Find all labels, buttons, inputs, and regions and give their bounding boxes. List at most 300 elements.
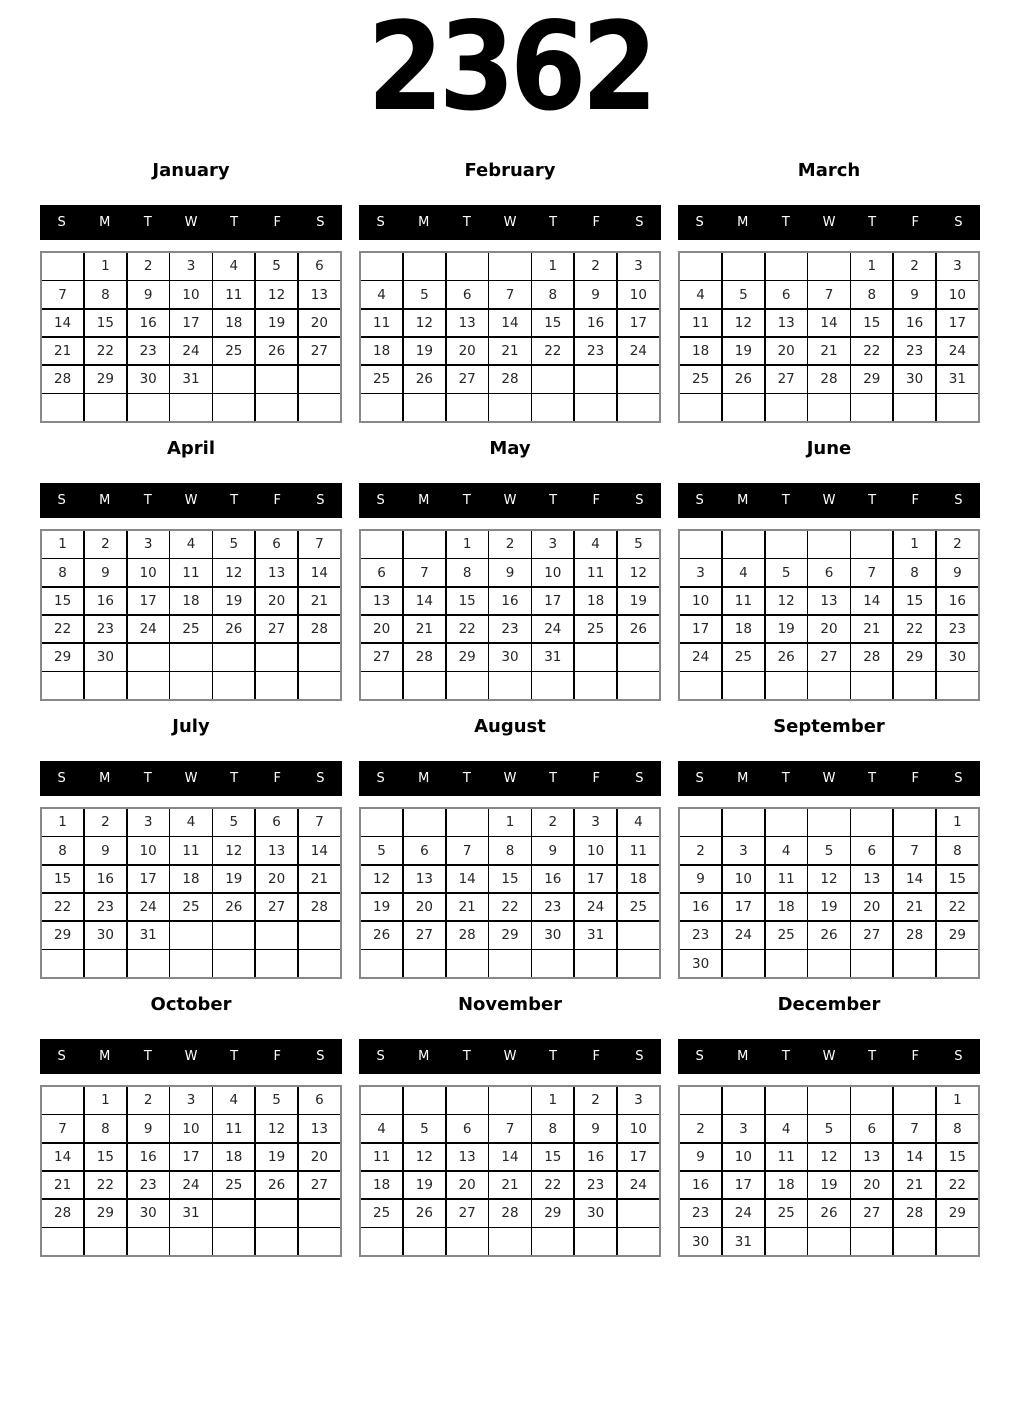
date-cell: 20 (361, 616, 402, 643)
date-cell: 30 (937, 644, 978, 671)
weekday-label: S (635, 771, 644, 786)
date-cell: 22 (532, 338, 573, 365)
date-cell: 23 (489, 616, 530, 643)
date-cell: 26 (213, 616, 254, 643)
weekday-label: S (954, 1049, 963, 1064)
empty-date-cell (128, 672, 169, 699)
weekday-header-row (359, 483, 661, 518)
date-cell: 22 (894, 616, 935, 643)
empty-date-cell (85, 950, 126, 977)
date-cell: 12 (213, 559, 254, 586)
empty-date-cell (299, 950, 340, 977)
date-cell: 4 (170, 531, 211, 558)
date-cell: 27 (361, 644, 402, 671)
empty-date-cell (299, 1200, 340, 1227)
date-cell: 17 (618, 310, 659, 337)
weekday-label: S (376, 493, 385, 508)
date-cell: 13 (404, 866, 445, 893)
date-cell: 4 (213, 1087, 254, 1114)
date-cell: 27 (766, 366, 807, 393)
date-cell: 10 (937, 281, 978, 308)
date-cell: 15 (42, 588, 83, 615)
date-cell: 24 (170, 1172, 211, 1199)
empty-date-cell (256, 1200, 297, 1227)
date-cell: 2 (85, 531, 126, 558)
date-cell: 20 (851, 894, 892, 921)
month-date-grid (359, 251, 661, 423)
date-cell: 14 (489, 1144, 530, 1171)
weekday-label: T (549, 215, 558, 230)
weekday-header-row (678, 1039, 980, 1074)
date-cell: 5 (723, 281, 764, 308)
weekday-label: W (822, 493, 836, 508)
date-cell: 15 (894, 588, 935, 615)
date-cell: 13 (361, 588, 402, 615)
year-title: 2362 (367, 0, 653, 138)
date-cell: 21 (894, 1172, 935, 1199)
date-cell: 11 (361, 310, 402, 337)
weekday-label: S (635, 1049, 644, 1064)
empty-date-cell (575, 950, 616, 977)
date-cell: 22 (937, 894, 978, 921)
date-cell: 17 (170, 310, 211, 337)
empty-date-cell (894, 394, 935, 421)
date-cell: 26 (766, 644, 807, 671)
date-cell: 18 (213, 1144, 254, 1171)
empty-date-cell (723, 950, 764, 977)
date-cell: 9 (937, 559, 978, 586)
date-cell: 1 (851, 253, 892, 280)
empty-date-cell (128, 1228, 169, 1255)
empty-date-cell (723, 531, 764, 558)
date-cell: 17 (680, 616, 721, 643)
date-cell: 24 (128, 616, 169, 643)
weekday-label: S (954, 493, 963, 508)
date-cell: 7 (489, 281, 530, 308)
date-cell: 15 (85, 310, 126, 337)
empty-date-cell (213, 394, 254, 421)
empty-date-cell (766, 1087, 807, 1114)
date-cell: 27 (851, 922, 892, 949)
date-cell: 17 (128, 588, 169, 615)
weekday-label: T (462, 215, 471, 230)
empty-date-cell (85, 1228, 126, 1255)
empty-date-cell (256, 922, 297, 949)
weekday-label: F (273, 493, 282, 508)
weekday-label: M (418, 771, 430, 786)
date-cell: 30 (128, 366, 169, 393)
weekday-label: F (911, 1049, 920, 1064)
date-cell: 29 (894, 644, 935, 671)
date-cell: 31 (937, 366, 978, 393)
date-cell: 20 (256, 866, 297, 893)
month-july (40, 716, 342, 979)
date-cell: 28 (42, 1200, 83, 1227)
date-cell: 6 (766, 281, 807, 308)
empty-date-cell (170, 950, 211, 977)
calendar-months (0, 160, 1020, 1257)
empty-date-cell (723, 253, 764, 280)
date-cell: 18 (170, 866, 211, 893)
empty-date-cell (894, 672, 935, 699)
date-cell: 9 (575, 281, 616, 308)
date-cell: 10 (128, 559, 169, 586)
date-cell: 29 (937, 1200, 978, 1227)
date-cell: 10 (170, 1115, 211, 1142)
date-cell: 10 (618, 1115, 659, 1142)
date-cell: 17 (575, 866, 616, 893)
weekday-label: S (316, 493, 325, 508)
date-cell: 19 (618, 588, 659, 615)
empty-date-cell (894, 1228, 935, 1255)
date-cell: 20 (256, 588, 297, 615)
date-cell: 8 (532, 281, 573, 308)
date-cell: 10 (128, 837, 169, 864)
month-date-grid (678, 1085, 980, 1257)
date-cell: 27 (299, 1172, 340, 1199)
date-cell: 26 (618, 616, 659, 643)
empty-date-cell (128, 394, 169, 421)
date-cell: 27 (404, 922, 445, 949)
date-cell: 14 (851, 588, 892, 615)
date-cell: 28 (894, 922, 935, 949)
date-cell: 1 (42, 531, 83, 558)
date-cell: 10 (680, 588, 721, 615)
date-cell: 6 (851, 837, 892, 864)
date-cell: 14 (489, 310, 530, 337)
date-cell: 11 (575, 559, 616, 586)
date-cell: 11 (170, 559, 211, 586)
date-cell: 7 (299, 531, 340, 558)
date-cell: 17 (532, 588, 573, 615)
date-cell: 2 (85, 809, 126, 836)
date-cell: 15 (937, 866, 978, 893)
empty-date-cell (532, 950, 573, 977)
date-cell: 11 (766, 866, 807, 893)
empty-date-cell (170, 922, 211, 949)
empty-date-cell (299, 672, 340, 699)
weekday-label: F (592, 1049, 601, 1064)
empty-date-cell (256, 394, 297, 421)
date-cell: 13 (447, 310, 488, 337)
empty-date-cell (766, 253, 807, 280)
date-cell: 29 (532, 1200, 573, 1227)
empty-date-cell (85, 394, 126, 421)
date-cell: 5 (256, 1087, 297, 1114)
date-cell: 8 (489, 837, 530, 864)
date-cell: 13 (766, 310, 807, 337)
weekday-label: S (635, 493, 644, 508)
weekday-label: S (376, 215, 385, 230)
date-cell: 6 (447, 1115, 488, 1142)
date-cell: 28 (808, 366, 849, 393)
weekday-label: T (462, 493, 471, 508)
date-cell: 25 (213, 1172, 254, 1199)
empty-date-cell (680, 672, 721, 699)
date-cell: 1 (447, 531, 488, 558)
date-cell: 20 (766, 338, 807, 365)
empty-date-cell (170, 672, 211, 699)
date-cell: 26 (361, 922, 402, 949)
date-cell: 25 (213, 338, 254, 365)
weekday-header-row (40, 483, 342, 518)
date-cell: 21 (489, 1172, 530, 1199)
empty-date-cell (894, 1087, 935, 1114)
date-cell: 16 (128, 310, 169, 337)
date-cell: 24 (575, 894, 616, 921)
date-cell: 1 (532, 1087, 573, 1114)
empty-date-cell (618, 950, 659, 977)
empty-date-cell (42, 1087, 83, 1114)
weekday-label: S (954, 771, 963, 786)
date-cell: 15 (447, 588, 488, 615)
date-cell: 30 (532, 922, 573, 949)
empty-date-cell (766, 531, 807, 558)
month-date-grid (359, 1085, 661, 1257)
empty-date-cell (213, 950, 254, 977)
weekday-label: T (462, 771, 471, 786)
date-cell: 22 (42, 616, 83, 643)
empty-date-cell (575, 366, 616, 393)
weekday-label: M (99, 1049, 111, 1064)
date-cell: 16 (128, 1144, 169, 1171)
weekday-label: W (184, 215, 198, 230)
date-cell: 16 (894, 310, 935, 337)
empty-date-cell (489, 253, 530, 280)
date-cell: 16 (532, 866, 573, 893)
date-cell: 11 (213, 1115, 254, 1142)
date-cell: 15 (532, 310, 573, 337)
month-september (678, 716, 980, 979)
date-cell: 6 (256, 809, 297, 836)
date-cell: 28 (489, 1200, 530, 1227)
date-cell: 30 (85, 644, 126, 671)
date-cell: 11 (766, 1144, 807, 1171)
month-title: July (172, 716, 210, 737)
date-cell: 18 (766, 894, 807, 921)
date-cell: 5 (766, 559, 807, 586)
date-cell: 3 (575, 809, 616, 836)
date-cell: 29 (85, 366, 126, 393)
weekday-label: T (462, 1049, 471, 1064)
date-cell: 31 (170, 366, 211, 393)
date-cell: 14 (299, 559, 340, 586)
date-cell: 15 (42, 866, 83, 893)
empty-date-cell (256, 1228, 297, 1255)
weekday-header-row (359, 205, 661, 240)
date-cell: 1 (85, 1087, 126, 1114)
empty-date-cell (851, 672, 892, 699)
date-cell: 21 (299, 588, 340, 615)
empty-date-cell (680, 253, 721, 280)
date-cell: 11 (170, 837, 211, 864)
date-cell: 2 (532, 809, 573, 836)
date-cell: 18 (680, 338, 721, 365)
month-title: September (773, 716, 885, 737)
date-cell: 9 (128, 281, 169, 308)
date-cell: 1 (894, 531, 935, 558)
weekday-label: M (99, 771, 111, 786)
date-cell: 15 (851, 310, 892, 337)
date-cell: 18 (361, 338, 402, 365)
date-cell: 23 (575, 1172, 616, 1199)
date-cell: 12 (618, 559, 659, 586)
date-cell: 8 (42, 559, 83, 586)
weekday-label: T (143, 493, 152, 508)
date-cell: 3 (170, 253, 211, 280)
date-cell: 23 (680, 1200, 721, 1227)
empty-date-cell (808, 1087, 849, 1114)
empty-date-cell (489, 394, 530, 421)
empty-date-cell (447, 1087, 488, 1114)
empty-date-cell (404, 253, 445, 280)
date-cell: 19 (256, 1144, 297, 1171)
date-cell: 2 (894, 253, 935, 280)
date-cell: 7 (894, 837, 935, 864)
date-cell: 25 (618, 894, 659, 921)
date-cell: 4 (766, 1115, 807, 1142)
empty-date-cell (851, 531, 892, 558)
month-december (678, 994, 980, 1257)
date-cell: 15 (532, 1144, 573, 1171)
weekday-label: F (592, 215, 601, 230)
date-cell: 16 (575, 1144, 616, 1171)
date-cell: 6 (808, 559, 849, 586)
date-cell: 12 (404, 1144, 445, 1171)
date-cell: 7 (447, 837, 488, 864)
empty-date-cell (361, 809, 402, 836)
weekday-label: W (503, 493, 517, 508)
weekday-label: T (230, 493, 239, 508)
month-may (359, 438, 661, 701)
empty-date-cell (361, 394, 402, 421)
month-title: November (457, 994, 563, 1015)
weekday-label: F (592, 493, 601, 508)
date-cell: 20 (447, 1172, 488, 1199)
date-cell: 20 (851, 1172, 892, 1199)
date-cell: 25 (170, 894, 211, 921)
date-cell: 22 (85, 338, 126, 365)
date-cell: 19 (808, 1172, 849, 1199)
date-cell: 16 (680, 1172, 721, 1199)
date-cell: 18 (618, 866, 659, 893)
date-cell: 28 (299, 894, 340, 921)
date-cell: 23 (128, 338, 169, 365)
date-cell: 25 (766, 922, 807, 949)
empty-date-cell (618, 1228, 659, 1255)
date-cell: 27 (808, 644, 849, 671)
date-cell: 1 (42, 809, 83, 836)
empty-date-cell (213, 644, 254, 671)
date-cell: 17 (618, 1144, 659, 1171)
date-cell: 30 (680, 1228, 721, 1255)
date-cell: 4 (361, 1115, 402, 1142)
date-cell: 12 (766, 588, 807, 615)
weekday-label: W (503, 771, 517, 786)
date-cell: 9 (489, 559, 530, 586)
weekday-label: S (316, 771, 325, 786)
date-cell: 10 (575, 837, 616, 864)
empty-date-cell (299, 922, 340, 949)
date-cell: 14 (447, 866, 488, 893)
weekday-label: M (418, 1049, 430, 1064)
empty-date-cell (894, 950, 935, 977)
date-cell: 16 (85, 588, 126, 615)
empty-date-cell (532, 366, 573, 393)
empty-date-cell (361, 531, 402, 558)
date-cell: 10 (170, 281, 211, 308)
weekday-label: S (376, 1049, 385, 1064)
weekday-label: T (868, 771, 877, 786)
month-date-grid (678, 529, 980, 701)
date-cell: 9 (680, 866, 721, 893)
date-cell: 29 (85, 1200, 126, 1227)
date-cell: 24 (128, 894, 169, 921)
date-cell: 18 (170, 588, 211, 615)
date-cell: 8 (937, 1115, 978, 1142)
date-cell: 5 (808, 1115, 849, 1142)
empty-date-cell (575, 672, 616, 699)
date-cell: 19 (404, 338, 445, 365)
date-cell: 15 (489, 866, 530, 893)
date-cell: 27 (299, 338, 340, 365)
date-cell: 22 (447, 616, 488, 643)
date-cell: 2 (128, 253, 169, 280)
date-cell: 14 (404, 588, 445, 615)
date-cell: 3 (680, 559, 721, 586)
empty-date-cell (937, 394, 978, 421)
empty-date-cell (299, 366, 340, 393)
date-cell: 28 (447, 922, 488, 949)
weekday-label: T (230, 1049, 239, 1064)
date-cell: 22 (489, 894, 530, 921)
weekday-label: T (868, 493, 877, 508)
date-cell: 13 (851, 1144, 892, 1171)
month-february (359, 160, 661, 423)
date-cell: 13 (851, 866, 892, 893)
date-cell: 19 (766, 616, 807, 643)
date-cell: 21 (299, 866, 340, 893)
empty-date-cell (404, 672, 445, 699)
empty-date-cell (213, 1200, 254, 1227)
date-cell: 12 (404, 310, 445, 337)
weekday-label: T (143, 1049, 152, 1064)
month-date-grid (678, 807, 980, 979)
date-cell: 21 (404, 616, 445, 643)
date-cell: 5 (213, 809, 254, 836)
weekday-label: T (549, 1049, 558, 1064)
date-cell: 7 (894, 1115, 935, 1142)
empty-date-cell (851, 809, 892, 836)
month-date-grid (40, 251, 342, 423)
empty-date-cell (618, 922, 659, 949)
date-cell: 6 (851, 1115, 892, 1142)
month-date-grid (359, 807, 661, 979)
date-cell: 22 (42, 894, 83, 921)
date-cell: 3 (723, 837, 764, 864)
weekday-label: M (418, 493, 430, 508)
empty-date-cell (618, 672, 659, 699)
date-cell: 3 (128, 531, 169, 558)
empty-date-cell (937, 1228, 978, 1255)
empty-date-cell (404, 394, 445, 421)
date-cell: 5 (404, 1115, 445, 1142)
date-cell: 31 (723, 1228, 764, 1255)
empty-date-cell (766, 672, 807, 699)
date-cell: 2 (128, 1087, 169, 1114)
empty-date-cell (256, 366, 297, 393)
month-date-grid (40, 529, 342, 701)
